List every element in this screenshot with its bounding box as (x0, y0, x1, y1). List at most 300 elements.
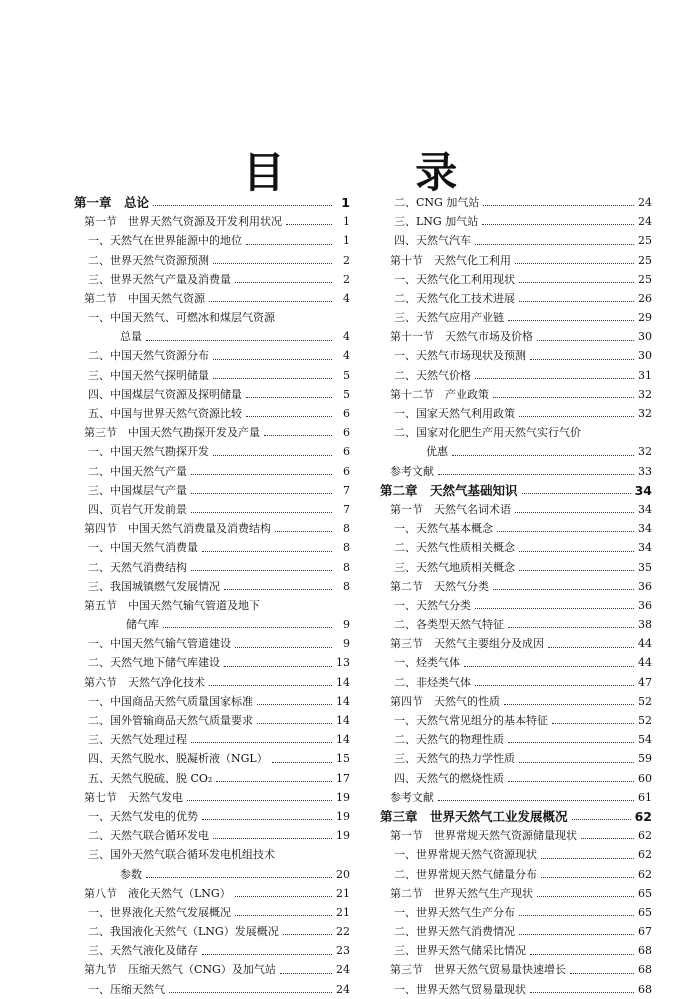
toc-page-number: 62 (634, 808, 652, 824)
toc-entry-section (380, 884, 652, 903)
toc-dot-leader (202, 818, 332, 820)
toc-dot-leader (548, 646, 634, 648)
toc-entry-item (74, 366, 350, 385)
toc-page-number: 21 (336, 886, 350, 900)
toc-page-number: 34 (638, 541, 652, 555)
toc-dot-leader (191, 741, 332, 743)
toc-entry-item (74, 692, 350, 711)
toc-dot-leader (519, 914, 634, 916)
toc-page-number: 6 (343, 426, 350, 440)
toc-entry-title: 二、天然气联合循环发电 (88, 829, 209, 843)
toc-entry-title: 一、天然气化工利用现状 (394, 272, 515, 286)
toc-entry-item (74, 462, 350, 481)
toc-dot-leader (146, 339, 332, 341)
toc-entry-item (380, 903, 652, 922)
toc-dot-leader (519, 761, 634, 763)
toc-page-number: 8 (343, 579, 350, 593)
toc-entry-item (380, 423, 652, 442)
toc-entry-item (74, 730, 350, 749)
toc-entry-title: 第九节 压缩天然气（CNG）及加气站 (84, 963, 276, 977)
toc-page-number: 13 (336, 656, 350, 670)
toc-page-number: 20 (336, 867, 350, 881)
toc-entry-cont-item (74, 327, 350, 346)
toc-entry-item (74, 404, 350, 423)
toc-page-number: 65 (638, 905, 652, 919)
toc-page-number: 24 (638, 215, 652, 229)
toc-entry-title: 三、天然气液化及储存 (88, 944, 198, 958)
toc-entry-title: 一、天然气市场现状及预测 (394, 349, 526, 363)
toc-entry-title: 四、天然气的燃烧性质 (394, 771, 504, 785)
toc-entry-chapter (380, 481, 652, 500)
toc-page-number: 34 (638, 502, 652, 516)
toc-page-number: 21 (336, 905, 350, 919)
toc-entry-section (74, 596, 350, 615)
toc-entry-item (74, 654, 350, 673)
toc-page-number: 25 (638, 253, 652, 267)
toc-page-number: 8 (343, 560, 350, 574)
toc-page-number: 38 (638, 618, 652, 632)
toc-entry-title: 二、天然气地下储气库建设 (88, 656, 220, 670)
toc-dot-leader (530, 991, 634, 993)
toc-page-number: 60 (638, 771, 652, 785)
toc-entry-item (380, 596, 652, 615)
toc-dot-leader (272, 761, 332, 763)
toc-entry-cont-sec (74, 615, 350, 634)
toc-page-number: 31 (638, 368, 652, 382)
toc-dot-leader (257, 722, 332, 724)
toc-entry-title: 优惠 (426, 445, 448, 459)
toc-entry-item (380, 654, 652, 673)
toc-entry-title: 第七节 天然气发电 (84, 790, 183, 804)
toc-entry-title: 第二节 天然气分类 (390, 579, 489, 593)
toc-entry-title: 五、中国与世界天然气资源比较 (88, 407, 242, 421)
toc-entry-title: 三、中国煤层气产量 (88, 483, 187, 497)
toc-entry-item (74, 922, 350, 941)
toc-page-number: 7 (343, 483, 350, 497)
toc-page-number: 1 (341, 194, 350, 210)
toc-dot-leader (191, 511, 332, 513)
toc-dot-leader (213, 454, 332, 456)
toc-page-number: 47 (638, 675, 652, 689)
toc-page-number: 8 (343, 522, 350, 536)
toc-entry-title: 一、世界天然气生产分布 (394, 905, 515, 919)
toc-entry-title: 二、世界天然气消费情况 (394, 925, 515, 939)
toc-dot-leader (522, 492, 631, 494)
toc-entry-title: 总量 (120, 330, 142, 344)
toc-entry-title: 四、中国煤层气资源及探明储量 (88, 387, 242, 401)
toc-page-number: 1 (343, 215, 350, 229)
toc-entry-title: 三、天然气的热力学性质 (394, 752, 515, 766)
toc-entry-title: 第一章 总论 (74, 194, 150, 210)
toc-entry-item (380, 749, 652, 768)
toc-entry-title: 第四节 天然气的性质 (390, 694, 500, 708)
toc-dot-leader (163, 626, 332, 628)
toc-entry-title: 第四节 中国天然气消费量及消费结构 (84, 522, 271, 536)
toc-entry-title: 三、国外天然气联合循环发电机组技术 (88, 848, 275, 862)
toc-page-number: 33 (638, 464, 652, 478)
toc-dot-leader (224, 665, 332, 667)
toc-dot-leader (519, 933, 634, 935)
toc-dot-leader (475, 684, 634, 686)
toc-page-number: 17 (336, 771, 350, 785)
toc-entry-title: 三、天然气地质相关概念 (394, 560, 515, 574)
toc-entry-item (74, 538, 350, 557)
toc-page-number: 54 (638, 733, 652, 747)
toc-page-number: 62 (638, 867, 652, 881)
toc-entry-item (380, 558, 652, 577)
toc-page-number: 19 (336, 829, 350, 843)
toc-entry-section (380, 327, 652, 346)
toc-page-number: 1 (343, 234, 350, 248)
toc-entry-item (380, 980, 652, 999)
toc-page-number: 14 (336, 733, 350, 747)
toc-page-number: 32 (638, 445, 652, 459)
toc-entry-item (74, 711, 350, 730)
toc-entry-title: 三、中国天然气探明储量 (88, 368, 209, 382)
toc-page-number: 61 (638, 790, 652, 804)
toc-page-number: 15 (336, 752, 350, 766)
toc-page-number: 6 (343, 407, 350, 421)
toc-page-number: 68 (638, 963, 652, 977)
toc-entry-title: 一、世界常规天然气资源现状 (394, 848, 537, 862)
toc-entry-title: 三、天然气处理过程 (88, 733, 187, 747)
toc-entry-section (74, 673, 350, 692)
toc-page-number: 36 (638, 598, 652, 612)
toc-dot-leader (257, 703, 332, 705)
toc-page-number: 59 (638, 752, 652, 766)
toc-dot-leader (438, 473, 634, 475)
toc-page-number: 34 (634, 482, 652, 498)
toc-dot-leader (504, 703, 634, 705)
toc-entry-title: 一、中国天然气输气管道建设 (88, 637, 231, 651)
toc-entry-title: 一、天然气在世界能源中的地位 (88, 234, 242, 248)
toc-entry-title: 一、世界液化天然气发展概况 (88, 905, 231, 919)
toc-page-number: 6 (343, 464, 350, 478)
toc-page-number: 24 (336, 963, 350, 977)
toc-entry-item (380, 404, 652, 423)
toc-page-number: 14 (336, 714, 350, 728)
toc-page-number: 67 (638, 925, 652, 939)
toc-dot-leader (235, 646, 332, 648)
toc-dot-leader (235, 281, 332, 283)
toc-page-number: 6 (343, 445, 350, 459)
toc-page-number: 62 (638, 829, 652, 843)
toc-entry-title: 第二章 天然气基础知识 (380, 482, 518, 498)
toc-dot-leader (286, 223, 332, 225)
toc-dot-leader (213, 262, 332, 264)
toc-entry-item (74, 347, 350, 366)
toc-page-number: 4 (343, 349, 350, 363)
toc-dot-leader (191, 569, 332, 571)
toc-entry-item (74, 845, 350, 864)
toc-entry-item (380, 270, 652, 289)
toc-entry-title: 第三节 天然气主要组分及成因 (390, 637, 544, 651)
toc-entry-item (380, 193, 652, 212)
toc-dot-leader (475, 243, 634, 245)
toc-dot-leader (581, 837, 634, 839)
toc-page-number: 19 (336, 790, 350, 804)
toc-entry-item (380, 519, 652, 538)
toc-entry-chapter (380, 807, 652, 826)
toc-page-number: 34 (638, 522, 652, 536)
toc-dot-leader (246, 415, 332, 417)
toc-entry-item (74, 941, 350, 960)
toc-entry-title: 二、天然气消费结构 (88, 560, 187, 574)
toc-entry-section (380, 692, 652, 711)
toc-page-number: 2 (343, 272, 350, 286)
toc-entry-item (380, 769, 652, 788)
toc-dot-leader (541, 876, 634, 878)
toc-dot-leader (264, 434, 332, 436)
toc-entry-item (74, 769, 350, 788)
toc-entry-item (380, 347, 652, 366)
toc-page-number: 24 (638, 195, 652, 209)
toc-entry-title: 第三节 世界天然气贸易量快速增长 (390, 963, 566, 977)
toc-entry-item (380, 289, 652, 308)
toc-entry-item (74, 826, 350, 845)
toc-entry-item (74, 442, 350, 461)
toc-page-number: 25 (638, 234, 652, 248)
toc-entry-title: 二、各类型天然气特征 (394, 618, 504, 632)
toc-entry-title: 第三章 世界天然气工业发展概况 (380, 808, 568, 824)
toc-dot-leader (235, 895, 332, 897)
toc-page-number: 68 (638, 944, 652, 958)
toc-entry-title: 储气库 (126, 618, 159, 632)
toc-entry-title: 第一节 世界常规天然气资源储量现状 (390, 829, 577, 843)
toc-page-number: 2 (343, 253, 350, 267)
toc-entry-title: 一、世界天然气贸易量现状 (394, 982, 526, 996)
toc-dot-leader (202, 550, 332, 552)
toc-page-number: 24 (336, 982, 350, 996)
toc-dot-leader (475, 607, 634, 609)
toc-entry-title: 第八节 液化天然气（LNG） (84, 886, 231, 900)
toc-entry-section (74, 423, 350, 442)
toc-entry-title: 二、天然气化工技术进展 (394, 291, 515, 305)
toc-dot-leader (572, 818, 631, 820)
toc-page-number: 29 (638, 311, 652, 325)
toc-page-number: 52 (638, 694, 652, 708)
toc-dot-leader (493, 396, 634, 398)
toc-page-number: 4 (343, 291, 350, 305)
toc-dot-leader (515, 262, 634, 264)
toc-entry-title: 第十二节 产业政策 (390, 387, 489, 401)
toc-entry-title: 一、压缩天然气 (88, 982, 165, 996)
toc-dot-leader (213, 358, 332, 360)
toc-entry-section (380, 826, 652, 845)
toc-entry-title: 第一节 天然气名词术语 (390, 502, 511, 516)
toc-dot-leader (537, 895, 634, 897)
toc-dot-leader (508, 626, 634, 628)
toc-entry-title: 二、CNG 加气站 (394, 195, 480, 209)
toc-dot-leader (209, 300, 332, 302)
toc-entry-title: 第十节 天然气化工利用 (390, 253, 511, 267)
toc-dot-leader (191, 492, 332, 494)
toc-page-number: 5 (343, 368, 350, 382)
toc-entry-item (380, 308, 652, 327)
toc-dot-leader (519, 569, 634, 571)
toc-page-number: 14 (336, 675, 350, 689)
toc-entry-item (74, 251, 350, 270)
toc-page-number: 62 (638, 848, 652, 862)
toc-entry-title: 二、我国液化天然气（LNG）发展概况 (88, 925, 279, 939)
toc-page-number: 36 (638, 579, 652, 593)
toc-dot-leader (438, 799, 634, 801)
toc-entry-cont-item (380, 442, 652, 461)
toc-entry-item (74, 634, 350, 653)
toc-entry-title: 二、世界常规天然气储量分布 (394, 867, 537, 881)
toc-entry-item (380, 730, 652, 749)
toc-entry-item (74, 903, 350, 922)
toc-entry-section (380, 961, 652, 980)
toc-entry-item (74, 308, 350, 327)
toc-dot-leader (146, 876, 332, 878)
toc-dot-leader (508, 319, 634, 321)
toc-entry-title: 一、天然气分类 (394, 598, 471, 612)
toc-page-number: 25 (638, 272, 652, 286)
toc-entry-title: 四、天然气汽车 (394, 234, 471, 248)
toc-left-column (74, 193, 350, 999)
toc-entry-item (380, 711, 652, 730)
toc-entry-item (380, 865, 652, 884)
toc-entry-title: 二、中国天然气产量 (88, 464, 187, 478)
toc-entry-title: 第十一节 天然气市场及价格 (390, 330, 533, 344)
toc-dot-leader (519, 300, 634, 302)
toc-dot-leader (483, 204, 634, 206)
toc-entry-title: 二、中国天然气资源分布 (88, 349, 209, 363)
toc-dot-leader (280, 972, 332, 974)
toc-page-number: 44 (638, 656, 652, 670)
toc-entry-item (74, 231, 350, 250)
toc-page-number: 32 (638, 387, 652, 401)
toc-entry-title: 一、天然气基本概念 (394, 522, 493, 536)
toc-dot-leader (153, 204, 332, 206)
toc-page-number: 52 (638, 714, 652, 728)
toc-entry-title: 二、国家对化肥生产用天然气实行气价 (394, 426, 581, 440)
toc-dot-leader (570, 972, 634, 974)
toc-entry-title: 一、天然气常见组分的基本特征 (394, 714, 548, 728)
toc-entry-title: 二、天然气的物理性质 (394, 733, 504, 747)
toc-entry-section (380, 251, 652, 270)
toc-entry-item (380, 922, 652, 941)
toc-page-number: 65 (638, 886, 652, 900)
toc-entry-title: 一、天然气发电的优势 (88, 809, 198, 823)
toc-entry-title: 参考文献 (390, 790, 434, 804)
toc-entry-section (74, 788, 350, 807)
toc-entry-item (380, 941, 652, 960)
toc-dot-leader (213, 837, 332, 839)
toc-entry-title: 二、非烃类气体 (394, 675, 471, 689)
toc-entry-section (380, 577, 652, 596)
toc-dot-leader (224, 588, 332, 590)
toc-entry-section (380, 500, 652, 519)
toc-entry-item (380, 615, 652, 634)
toc-page-number: 7 (343, 502, 350, 516)
toc-entry-title: 二、国外管输商品天然气质量要求 (88, 714, 253, 728)
toc-dot-leader (246, 243, 332, 245)
toc-dot-leader (530, 953, 634, 955)
toc-entry-title: 二、天然气性质相关概念 (394, 541, 515, 555)
toc-page-number: 35 (638, 560, 652, 574)
toc-entry-title: 一、国家天然气利用政策 (394, 407, 515, 421)
toc-entry-chapter (74, 193, 350, 212)
toc-entry-item (380, 231, 652, 250)
toc-entry-title: 一、中国商品天然气质量国家标准 (88, 694, 253, 708)
toc-entry-section (74, 289, 350, 308)
toc-entry-title: 三、LNG 加气站 (394, 215, 479, 229)
toc-dot-leader (519, 281, 634, 283)
toc-dot-leader (519, 415, 634, 417)
toc-entry-section (380, 385, 652, 404)
toc-page-number: 30 (638, 330, 652, 344)
toc-dot-leader (515, 511, 634, 513)
toc-entry-section (380, 634, 652, 653)
toc-entry-item (380, 673, 652, 692)
toc-entry-item (74, 481, 350, 500)
toc-dot-leader (475, 377, 634, 379)
toc-page-number: 23 (336, 944, 350, 958)
toc-page-number: 68 (638, 982, 652, 996)
toc-entry-section (380, 462, 652, 481)
toc-page-number: 9 (343, 637, 350, 651)
toc-dot-leader (519, 550, 634, 552)
toc-entry-item (380, 845, 652, 864)
toc-dot-leader (508, 741, 634, 743)
toc-dot-leader (283, 933, 332, 935)
toc-entry-section (74, 519, 350, 538)
toc-entry-title: 第三节 中国天然气勘探开发及产量 (84, 426, 260, 440)
toc-entry-item (74, 980, 350, 999)
toc-dot-leader (275, 530, 332, 532)
toc-page-number: 19 (336, 809, 350, 823)
toc-dot-leader (452, 454, 634, 456)
toc-dot-leader (464, 665, 634, 667)
toc-entry-section (74, 212, 350, 231)
toc-dot-leader (482, 223, 634, 225)
toc-dot-leader (202, 953, 332, 955)
toc-entry-title: 第六节 天然气净化技术 (84, 675, 205, 689)
toc-dot-leader (216, 780, 332, 782)
page-title: 目 录 (242, 148, 516, 197)
toc-entry-title: 第一节 世界天然气资源及开发利用状况 (84, 215, 282, 229)
toc-entry-title: 第二节 世界天然气生产现状 (390, 886, 533, 900)
toc-entry-item (74, 807, 350, 826)
toc-dot-leader (530, 358, 634, 360)
toc-entry-title: 第五节 中国天然气输气管道及地下 (84, 598, 260, 612)
toc-dot-leader (497, 530, 634, 532)
toc-entry-item (74, 558, 350, 577)
toc-entry-title: 三、天然气应用产业链 (394, 311, 504, 325)
toc-dot-leader (246, 396, 332, 398)
toc-dot-leader (508, 780, 634, 782)
toc-entry-title: 三、世界天然气储采比情况 (394, 944, 526, 958)
toc-dot-leader (552, 722, 634, 724)
toc-page-number: 22 (336, 925, 350, 939)
toc-entry-section (74, 961, 350, 980)
toc-entry-title: 二、世界天然气资源预测 (88, 253, 209, 267)
toc-entry-title: 三、我国城镇燃气发展情况 (88, 579, 220, 593)
toc-entry-title: 四、天然气脱水、脱凝析液（NGL） (88, 752, 268, 766)
toc-right-column (380, 193, 652, 999)
toc-entry-item (380, 366, 652, 385)
toc-page-number: 8 (343, 541, 350, 555)
toc-page-number: 44 (638, 637, 652, 651)
toc-dot-leader (169, 991, 332, 993)
toc-dot-leader (235, 914, 332, 916)
toc-entry-title: 五、天然气脱硫、脱 CO₂ (88, 771, 213, 785)
toc-dot-leader (493, 588, 634, 590)
toc-page-number: 32 (638, 407, 652, 421)
toc-page-number: 5 (343, 387, 350, 401)
